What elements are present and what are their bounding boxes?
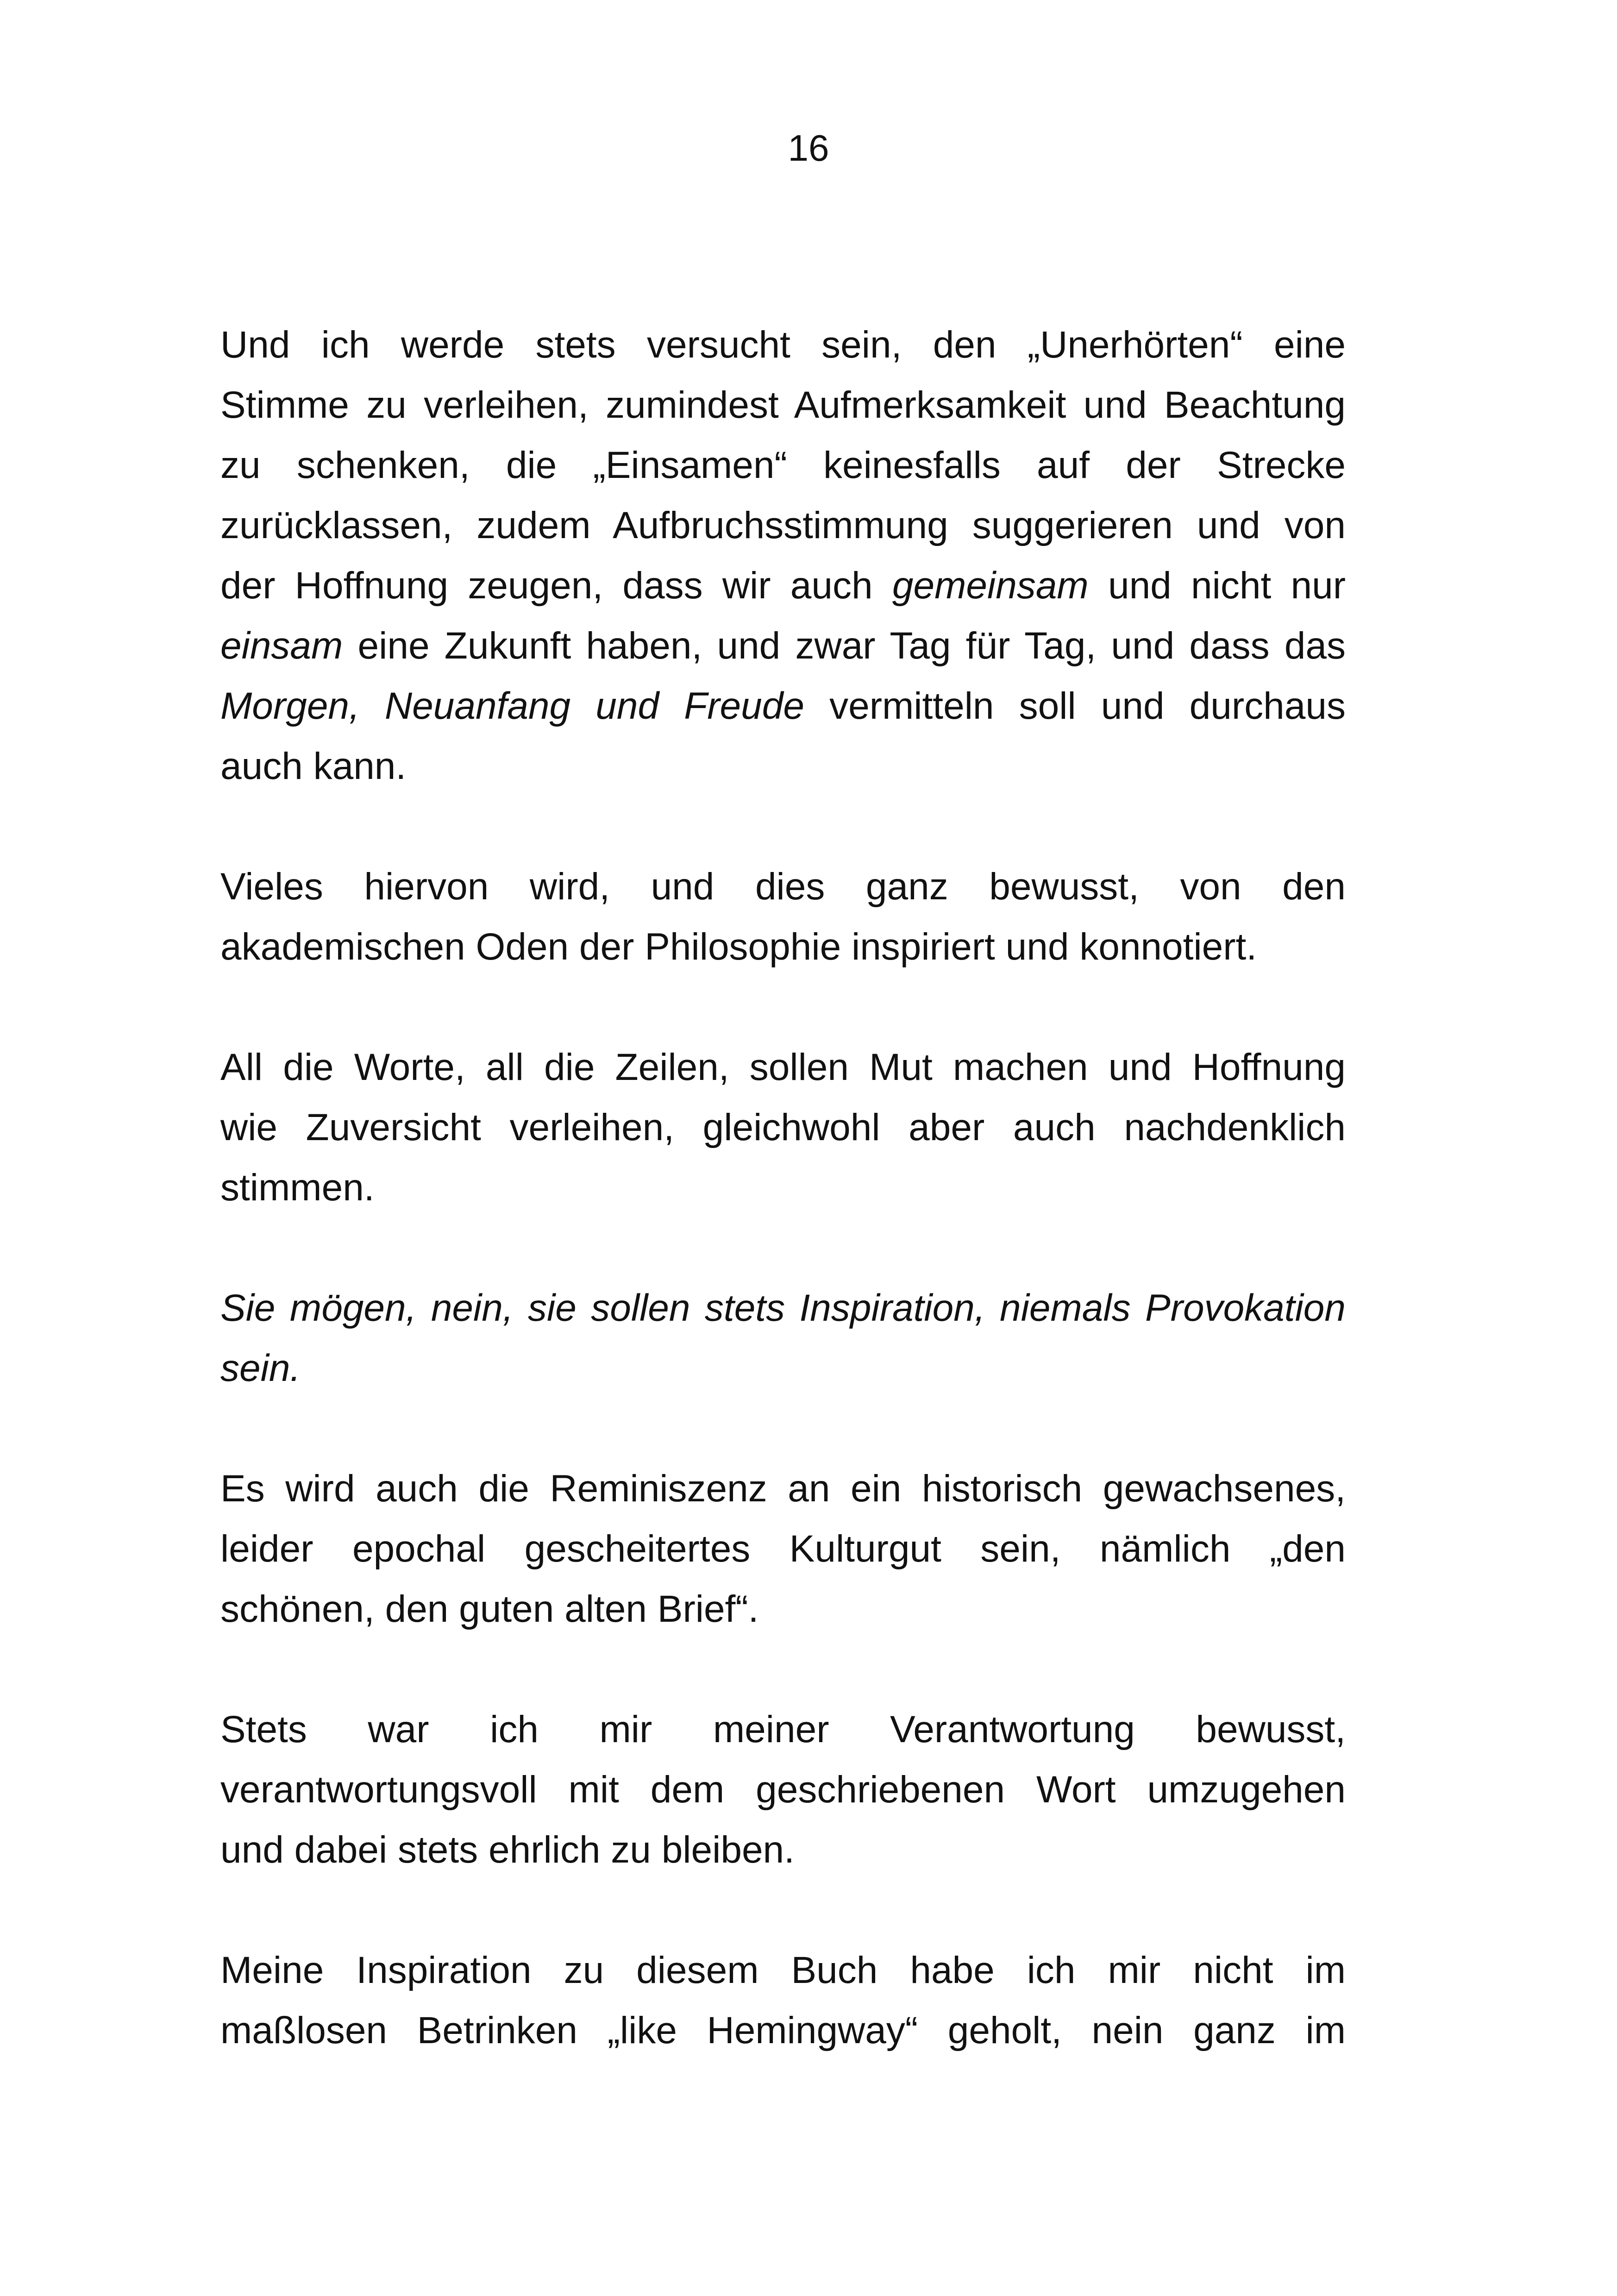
text-line: stimmen.	[220, 1167, 375, 1209]
paragraph-1	[220, 315, 1346, 797]
paragraph-6	[220, 1700, 1346, 1880]
text-line: und dabei stets ehrlich zu bleiben.	[220, 1829, 795, 1871]
paragraph-3	[220, 1037, 1346, 1218]
text-line	[220, 556, 1346, 616]
text-run: und nicht nur	[1088, 565, 1346, 607]
paragraph-5	[220, 1459, 1346, 1639]
emphasis-text: gemeinsam	[892, 565, 1089, 607]
emphasis-line: sein.	[220, 1347, 301, 1389]
text-line: zu schenken, die „Einsamen“ keinesfalls auf der Strecke	[220, 444, 1346, 486]
paragraph-4-italic	[220, 1278, 1346, 1399]
text-line: Vieles hiervon wird, und dies ganz bewusst, von den	[220, 866, 1346, 908]
text-line: maßlosen Betrinken „like Hemingway“ geholt, nein ganz im	[220, 2009, 1346, 2051]
paragraph-7	[220, 1940, 1346, 2061]
text-line: Es wird auch die Reminiszenz an ein historisch gewachsenes,	[220, 1468, 1346, 1510]
text-line: zurücklassen, zudem Aufbruchsstimmung suggerieren und von	[220, 504, 1346, 546]
text-line: auch kann.	[220, 745, 407, 787]
text-line: wie Zuversicht verleihen, gleichwohl aber auch nachdenklich	[220, 1106, 1346, 1148]
text-line: Stets war ich mir meiner Verantwortung bewusst,	[220, 1708, 1346, 1750]
text-run: eine Zukunft haben, und zwar Tag für Tag, und dass das	[343, 625, 1346, 667]
text-run: vermitteln soll und durchaus	[804, 685, 1346, 727]
text-line: All die Worte, all die Zeilen, sollen Mut machen und Hoffnung	[220, 1046, 1346, 1088]
document-body	[220, 315, 1346, 2061]
text-line: schönen, den guten alten Brief“.	[220, 1588, 759, 1630]
text-line: Meine Inspiration zu diesem Buch habe ich mir nicht im	[220, 1949, 1346, 1991]
text-line	[220, 616, 1346, 676]
emphasis-text: Morgen, Neuanfang und Freude	[220, 685, 804, 727]
paragraph-2	[220, 857, 1346, 977]
text-line: Stimme zu verleihen, zumindest Aufmerksamkeit und Beachtung	[220, 384, 1346, 426]
page-number: 16	[788, 127, 829, 169]
emphasis-text: einsam	[220, 625, 343, 667]
text-line	[220, 676, 1346, 736]
text-line: Und ich werde stets versucht sein, den „Unerhörten“ eine	[220, 324, 1346, 366]
text-line: akademischen Oden der Philosophie inspiriert und konnotiert.	[220, 926, 1257, 968]
emphasis-line: Sie mögen, nein, sie sollen stets Inspiration, niemals Provokation	[220, 1287, 1346, 1329]
text-line: verantwortungsvoll mit dem geschriebenen Wort umzugehen	[220, 1769, 1346, 1811]
text-line: leider epochal gescheitertes Kulturgut sein, nämlich „den	[220, 1528, 1346, 1570]
text-run: der Hoffnung zeugen, dass wir auch	[220, 565, 892, 607]
